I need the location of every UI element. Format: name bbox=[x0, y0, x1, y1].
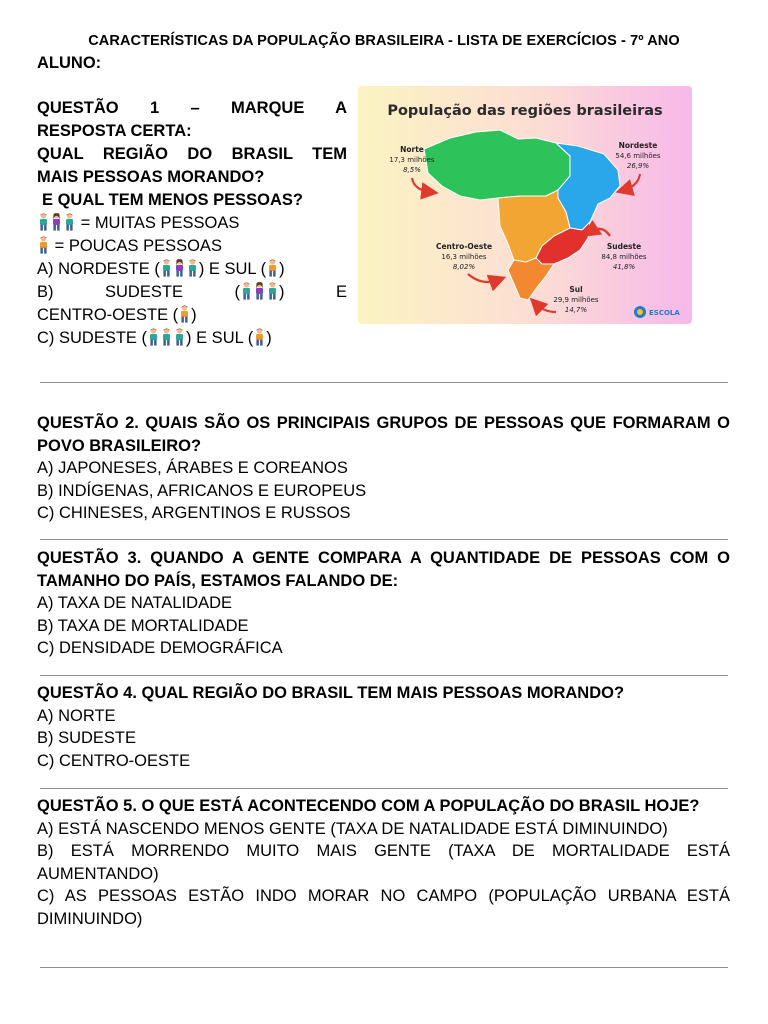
q2-title: QUESTÃO 2. QUAIS SÃO OS PRINCIPAIS GRUPOS DE PESSOAS QUE FORMARAM O POVO BRASILEIRO? bbox=[37, 414, 730, 455]
q4-title: QUESTÃO 4. QUAL REGIÃO DO BRASIL TEM MAIS PESSOAS MORANDO? bbox=[37, 684, 625, 702]
option-text: ) bbox=[191, 306, 197, 324]
q1-title-line-3 bbox=[37, 143, 347, 166]
sul-label: Sul bbox=[569, 285, 583, 294]
nordeste-population: 54,6 milhões bbox=[615, 152, 661, 160]
q3-option-a: A) TAXA DE NATALIDADE bbox=[37, 594, 232, 613]
option-text: CENTRO-OESTE ( bbox=[37, 306, 179, 324]
norte-label: Norte bbox=[400, 145, 424, 154]
question-3 bbox=[37, 547, 730, 660]
one-person-icon bbox=[266, 258, 279, 281]
separator-line bbox=[40, 967, 728, 968]
q1-word: MARQUE bbox=[231, 99, 305, 117]
q1-word: – bbox=[190, 99, 200, 117]
option-text: C) SUDESTE ( bbox=[37, 329, 148, 347]
sul-population: 29,9 milhões bbox=[553, 296, 599, 304]
sul-arrow bbox=[536, 304, 556, 312]
escola-logo bbox=[634, 306, 680, 318]
q5-option-a: A) ESTÁ NASCENDO MENOS GENTE (TAXA DE NATALIDADE ESTÁ DIMINUINDO) bbox=[37, 819, 668, 838]
sudeste-percent: 41,8% bbox=[612, 263, 636, 271]
q2-option-a: A) JAPONESES, ÁRABES E COREANOS bbox=[37, 459, 348, 478]
centro-oeste-population: 16,3 milhões bbox=[441, 253, 487, 261]
separator-line bbox=[40, 539, 728, 540]
separator-line bbox=[40, 382, 728, 383]
option-text: ) E SUL ( bbox=[186, 329, 254, 347]
legend-many-people bbox=[37, 212, 347, 235]
three-people-icon bbox=[147, 327, 186, 350]
map-graphic bbox=[358, 86, 692, 324]
q1-option-b-line-2 bbox=[37, 304, 347, 327]
option-text: ) E SUL ( bbox=[198, 260, 267, 278]
q2-option-b: B) INDÍGENAS, AFRICANOS E EUROPEUS bbox=[37, 481, 367, 500]
three-people-icon bbox=[37, 212, 76, 235]
q4-option-a: A) NORTE bbox=[37, 706, 116, 725]
question-4 bbox=[37, 682, 730, 772]
student-name-label: ALUNO: bbox=[37, 54, 102, 72]
legend-many-label: = MUITAS PESSOAS bbox=[80, 214, 240, 232]
q1-word: BRASIL bbox=[231, 145, 293, 163]
sudeste-arrow bbox=[590, 229, 610, 236]
q1-word: QUAL bbox=[37, 145, 84, 163]
separator-line bbox=[40, 675, 728, 676]
option-text: ) bbox=[279, 260, 285, 278]
q1-word: QUESTÃO bbox=[37, 99, 119, 117]
logo-text: ESCOLA bbox=[649, 309, 680, 317]
question-2 bbox=[37, 412, 730, 525]
q2-option-c: C) CHINESES, ARGENTINOS E RUSSOS bbox=[37, 504, 351, 523]
q1-word: 1 bbox=[149, 99, 160, 117]
centro-oeste-arrow bbox=[468, 274, 498, 282]
option-text: A) NORDESTE ( bbox=[37, 260, 160, 278]
option-text: ) bbox=[278, 283, 285, 301]
sudeste-label: Sudeste bbox=[606, 242, 642, 251]
three-people-icon bbox=[160, 258, 199, 281]
centro-oeste-label: Centro-Oeste bbox=[435, 242, 493, 251]
option-text: SUDESTE bbox=[105, 283, 183, 301]
q5-title: QUESTÃO 5. O QUE ESTÁ ACONTECENDO COM A POPULAÇÃO DO BRASIL HOJE? bbox=[37, 797, 700, 815]
centro-oeste-percent: 8,02% bbox=[452, 263, 476, 271]
legend-few-people bbox=[37, 235, 347, 258]
region-sul bbox=[508, 258, 554, 300]
legend-few-label: = POUCAS PESSOAS bbox=[54, 237, 222, 255]
q3-option-b: B) TAXA DE MORTALIDADE bbox=[37, 616, 249, 635]
option-text: ) bbox=[266, 329, 272, 347]
q1-option-a bbox=[37, 258, 347, 281]
q1-title-line-2: RESPOSTA CERTA: bbox=[37, 122, 192, 140]
option-paren-group bbox=[234, 283, 284, 301]
q1-word: TEM bbox=[312, 145, 348, 163]
q1-title-line-1 bbox=[37, 97, 347, 120]
page-title: CARACTERÍSTICAS DA POPULAÇÃO BRASILEIRA - LISTA DE EXERCÍCIOS - 7º ANO bbox=[88, 33, 680, 49]
q4-option-c: C) CENTRO-OESTE bbox=[37, 751, 191, 770]
q3-option-c: C) DENSIDADE DEMOGRÁFICA bbox=[37, 639, 283, 658]
map-title: População das regiões brasileiras bbox=[387, 103, 663, 119]
brazil-population-map bbox=[358, 86, 692, 324]
q4-option-b: B) SUDESTE bbox=[37, 729, 137, 748]
sudeste-population: 84,8 milhões bbox=[601, 253, 647, 261]
norte-percent: 8,5% bbox=[403, 166, 421, 174]
q1-option-b-line-1 bbox=[37, 281, 347, 304]
norte-arrow bbox=[412, 178, 430, 192]
question-1 bbox=[37, 97, 347, 350]
question-5 bbox=[37, 795, 730, 931]
nordeste-percent: 26,9% bbox=[626, 162, 650, 170]
q1-title-line-4: MAIS PESSOAS MORANDO? bbox=[37, 168, 265, 186]
option-text: E bbox=[335, 283, 347, 301]
q1-option-c bbox=[37, 327, 347, 350]
q5-option-c: C) AS PESSOAS ESTÃO INDO MORAR NO CAMPO (POPULAÇÃO URBANA ESTÁ DIMINUINDO) bbox=[37, 887, 730, 928]
one-person-icon bbox=[37, 235, 50, 258]
nordeste-arrow bbox=[624, 174, 640, 190]
q3-title: QUESTÃO 3. QUANDO A GENTE COMPARA A QUANTIDADE DE PESSOAS COM O TAMANHO DO PAÍS, ESTAMOS FALANDO DE: bbox=[37, 549, 730, 590]
sul-percent: 14,7% bbox=[564, 306, 588, 314]
q1-word: DO bbox=[187, 145, 213, 163]
q5-option-b: B) ESTÁ MORRENDO MUITO MAIS GENTE (TAXA DE MORTALIDADE ESTÁ AUMENTANDO) bbox=[37, 842, 730, 883]
q1-title-line-5: E QUAL TEM MENOS PESSOAS? bbox=[42, 191, 303, 209]
nordeste-label: Nordeste bbox=[618, 141, 658, 150]
one-person-icon bbox=[253, 327, 266, 350]
three-people-icon bbox=[240, 281, 279, 304]
q1-word: A bbox=[335, 99, 347, 117]
separator-line bbox=[40, 788, 728, 789]
option-text: B) bbox=[37, 283, 54, 301]
option-text: ( bbox=[234, 283, 240, 301]
norte-population: 17,3 milhões bbox=[389, 156, 435, 164]
q1-word: REGIÃO bbox=[102, 145, 168, 163]
one-person-icon bbox=[178, 304, 191, 327]
region-norte bbox=[424, 130, 570, 200]
